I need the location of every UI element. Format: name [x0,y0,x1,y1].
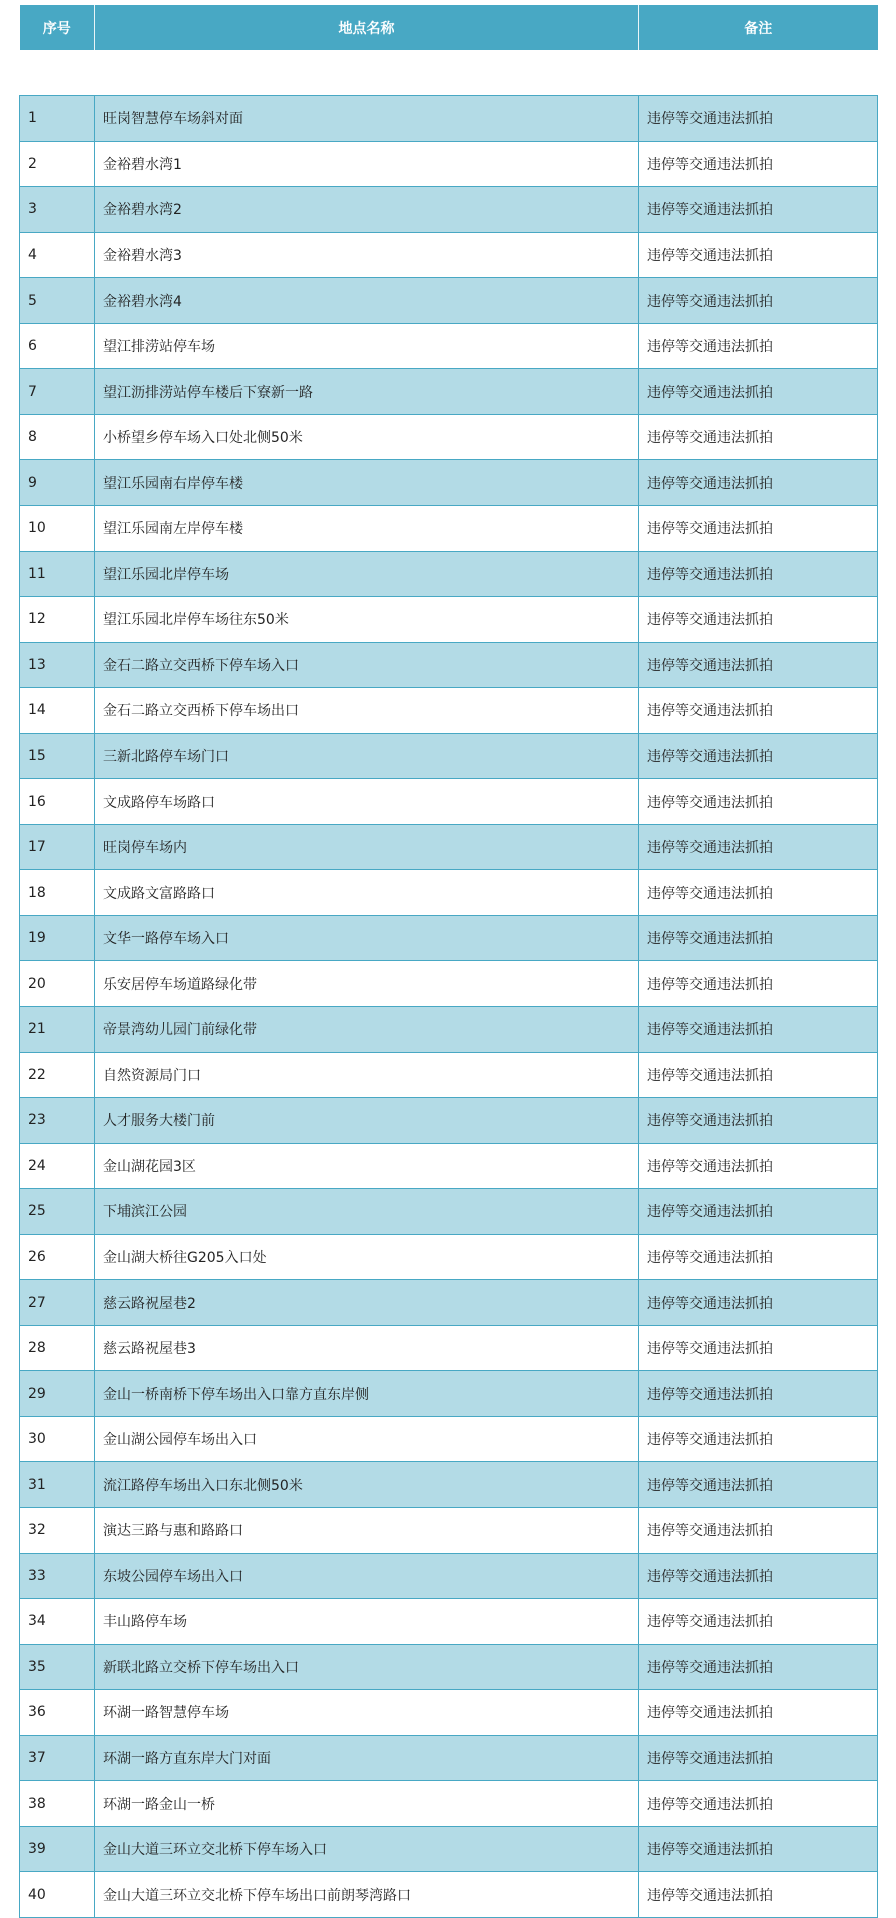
cell-remarks: 违停等交通违法抓拍 [639,779,878,825]
table-row [20,1416,878,1462]
table-row [20,870,878,916]
cell-remarks: 违停等交通违法抓拍 [639,1371,878,1417]
cell-serial-number: 26 [20,1234,95,1280]
table-row [20,1325,878,1371]
cell-serial-number: 8 [20,414,95,460]
cell-remarks: 违停等交通违法抓拍 [639,1052,878,1098]
cell-location-name: 人才服务大楼门前 [95,1098,639,1144]
cell-location-name: 金裕碧水湾1 [95,141,639,187]
cell-remarks: 违停等交通违法抓拍 [639,232,878,278]
cell-serial-number: 16 [20,779,95,825]
cell-serial-number: 33 [20,1553,95,1599]
table-row [20,460,878,506]
cell-remarks: 违停等交通违法抓拍 [639,597,878,643]
table-row [20,1280,878,1326]
cell-serial-number: 22 [20,1052,95,1098]
table-row [20,1690,878,1736]
cell-remarks: 违停等交通违法抓拍 [639,961,878,1007]
cell-serial-number: 14 [20,688,95,734]
cell-location-name: 文成路停车场路口 [95,779,639,825]
cell-serial-number: 40 [20,1872,95,1918]
cell-location-name: 金裕碧水湾2 [95,187,639,233]
cell-location-name: 慈云路祝屋巷3 [95,1325,639,1371]
table-row [20,1189,878,1235]
table-row [20,642,878,688]
table-row [20,597,878,643]
table-header [20,5,878,50]
cell-remarks: 违停等交通违法抓拍 [639,187,878,233]
cell-serial-number: 18 [20,870,95,916]
header-location-name: 地点名称 [95,5,639,50]
cell-location-name: 金山湖花园3区 [95,1143,639,1189]
cell-location-name: 自然资源局门口 [95,1052,639,1098]
cell-serial-number: 38 [20,1781,95,1827]
cell-serial-number: 5 [20,278,95,324]
cell-location-name: 文华一路停车场入口 [95,915,639,961]
table-row [20,1462,878,1508]
cell-serial-number: 1 [20,96,95,142]
cell-location-name: 金石二路立交西桥下停车场入口 [95,642,639,688]
cell-remarks: 违停等交通违法抓拍 [639,1553,878,1599]
cell-location-name: 三新北路停车场门口 [95,733,639,779]
table-row [20,1234,878,1280]
cell-remarks: 违停等交通违法抓拍 [639,278,878,324]
cell-location-name: 乐安居停车场道路绿化带 [95,961,639,1007]
cell-location-name: 望江乐园北岸停车场 [95,551,639,597]
cell-remarks: 违停等交通违法抓拍 [639,1234,878,1280]
table-row [20,733,878,779]
table-row [20,1371,878,1417]
cell-location-name: 东坡公园停车场出入口 [95,1553,639,1599]
cell-remarks: 违停等交通违法抓拍 [639,1325,878,1371]
table-row [20,323,878,369]
cell-location-name: 丰山路停车场 [95,1599,639,1645]
locations-table-container [19,5,877,1918]
cell-serial-number: 12 [20,597,95,643]
cell-serial-number: 36 [20,1690,95,1736]
cell-location-name: 旺岗停车场内 [95,824,639,870]
locations-table [19,5,878,1918]
cell-remarks: 违停等交通违法抓拍 [639,141,878,187]
cell-remarks: 违停等交通违法抓拍 [639,1644,878,1690]
table-row [20,232,878,278]
cell-location-name: 金山湖公园停车场出入口 [95,1416,639,1462]
cell-serial-number: 20 [20,961,95,1007]
cell-serial-number: 15 [20,733,95,779]
cell-remarks: 违停等交通违法抓拍 [639,1872,878,1918]
cell-remarks: 违停等交通违法抓拍 [639,96,878,142]
table-row [20,1052,878,1098]
cell-location-name: 望江沥排涝站停车楼后下寮新一路 [95,369,639,415]
table-row [20,824,878,870]
cell-location-name: 望江乐园南右岸停车楼 [95,460,639,506]
cell-remarks: 违停等交通违法抓拍 [639,870,878,916]
header-row [20,5,878,50]
table-row [20,369,878,415]
cell-location-name: 帝景湾幼儿园门前绿化带 [95,1006,639,1052]
cell-remarks: 违停等交通违法抓拍 [639,460,878,506]
cell-location-name: 流江路停车场出入口东北侧50米 [95,1462,639,1508]
cell-serial-number: 37 [20,1735,95,1781]
cell-remarks: 违停等交通违法抓拍 [639,824,878,870]
separator-cell [20,50,878,96]
cell-location-name: 下埔滨江公园 [95,1189,639,1235]
table-row [20,1735,878,1781]
cell-remarks: 违停等交通违法抓拍 [639,1098,878,1144]
cell-serial-number: 23 [20,1098,95,1144]
cell-serial-number: 30 [20,1416,95,1462]
header-separator [20,50,878,96]
cell-location-name: 金山一桥南桥下停车场出入口靠方直东岸侧 [95,1371,639,1417]
cell-serial-number: 4 [20,232,95,278]
table-row [20,961,878,1007]
table-row [20,915,878,961]
cell-remarks: 违停等交通违法抓拍 [639,915,878,961]
cell-serial-number: 25 [20,1189,95,1235]
cell-remarks: 违停等交通违法抓拍 [639,1781,878,1827]
cell-location-name: 望江乐园南左岸停车楼 [95,505,639,551]
cell-serial-number: 27 [20,1280,95,1326]
cell-serial-number: 32 [20,1508,95,1554]
cell-serial-number: 9 [20,460,95,506]
cell-remarks: 违停等交通违法抓拍 [639,414,878,460]
cell-serial-number: 35 [20,1644,95,1690]
cell-remarks: 违停等交通违法抓拍 [639,1006,878,1052]
cell-location-name: 新联北路立交桥下停车场出入口 [95,1644,639,1690]
table-row [20,1143,878,1189]
cell-serial-number: 28 [20,1325,95,1371]
table-row [20,278,878,324]
cell-remarks: 违停等交通违法抓拍 [639,1280,878,1326]
table-row [20,96,878,142]
cell-remarks: 违停等交通违法抓拍 [639,1826,878,1872]
cell-serial-number: 3 [20,187,95,233]
table-row [20,779,878,825]
cell-serial-number: 2 [20,141,95,187]
table-row [20,1781,878,1827]
cell-location-name: 演达三路与惠和路路口 [95,1508,639,1554]
cell-serial-number: 13 [20,642,95,688]
cell-serial-number: 19 [20,915,95,961]
cell-remarks: 违停等交通违法抓拍 [639,1690,878,1736]
cell-location-name: 环湖一路金山一桥 [95,1781,639,1827]
table-row [20,551,878,597]
table-row [20,1006,878,1052]
table-row [20,1098,878,1144]
cell-location-name: 望江排涝站停车场 [95,323,639,369]
cell-remarks: 违停等交通违法抓拍 [639,1416,878,1462]
cell-location-name: 环湖一路智慧停车场 [95,1690,639,1736]
cell-remarks: 违停等交通违法抓拍 [639,1143,878,1189]
table-row [20,1644,878,1690]
cell-location-name: 旺岗智慧停车场斜对面 [95,96,639,142]
cell-serial-number: 24 [20,1143,95,1189]
header-serial-number: 序号 [42,20,71,37]
cell-location-name: 金山大道三环立交北桥下停车场入口 [95,1826,639,1872]
cell-remarks: 违停等交通违法抓拍 [639,733,878,779]
cell-remarks: 违停等交通违法抓拍 [639,1189,878,1235]
cell-remarks: 违停等交通违法抓拍 [639,642,878,688]
table-row [20,414,878,460]
cell-serial-number: 17 [20,824,95,870]
cell-location-name: 望江乐园北岸停车场往东50米 [95,597,639,643]
cell-location-name: 小桥望乡停车场入口处北侧50米 [95,414,639,460]
table-row [20,1508,878,1554]
cell-location-name: 文成路文富路路口 [95,870,639,916]
table-row [20,187,878,233]
table-row [20,1553,878,1599]
cell-serial-number: 21 [20,1006,95,1052]
cell-serial-number: 31 [20,1462,95,1508]
table-row [20,141,878,187]
cell-location-name: 金山大道三环立交北桥下停车场出口前朗琴湾路口 [95,1872,639,1918]
table-row [20,1872,878,1918]
cell-remarks: 违停等交通违法抓拍 [639,1599,878,1645]
cell-location-name: 金山湖大桥往G205入口处 [95,1234,639,1280]
cell-remarks: 违停等交通违法抓拍 [639,1462,878,1508]
cell-location-name: 环湖一路方直东岸大门对面 [95,1735,639,1781]
cell-location-name: 金裕碧水湾4 [95,278,639,324]
table-row [20,1599,878,1645]
header-remarks: 备注 [639,5,878,50]
cell-remarks: 违停等交通违法抓拍 [639,1508,878,1554]
cell-serial-number: 34 [20,1599,95,1645]
cell-remarks: 违停等交通违法抓拍 [639,323,878,369]
cell-remarks: 违停等交通违法抓拍 [639,551,878,597]
cell-serial-number: 7 [20,369,95,415]
cell-remarks: 违停等交通违法抓拍 [639,369,878,415]
cell-location-name: 慈云路祝屋巷2 [95,1280,639,1326]
cell-remarks: 违停等交通违法抓拍 [639,505,878,551]
cell-serial-number: 6 [20,323,95,369]
cell-serial-number: 39 [20,1826,95,1872]
cell-remarks: 违停等交通违法抓拍 [639,1735,878,1781]
cell-location-name: 金裕碧水湾3 [95,232,639,278]
table-row [20,688,878,734]
cell-serial-number: 11 [20,551,95,597]
cell-location-name: 金石二路立交西桥下停车场出口 [95,688,639,734]
table-row [20,1826,878,1872]
cell-serial-number: 29 [20,1371,95,1417]
table-body [20,50,878,1917]
cell-serial-number: 10 [20,505,95,551]
cell-remarks: 违停等交通违法抓拍 [639,688,878,734]
table-row [20,505,878,551]
